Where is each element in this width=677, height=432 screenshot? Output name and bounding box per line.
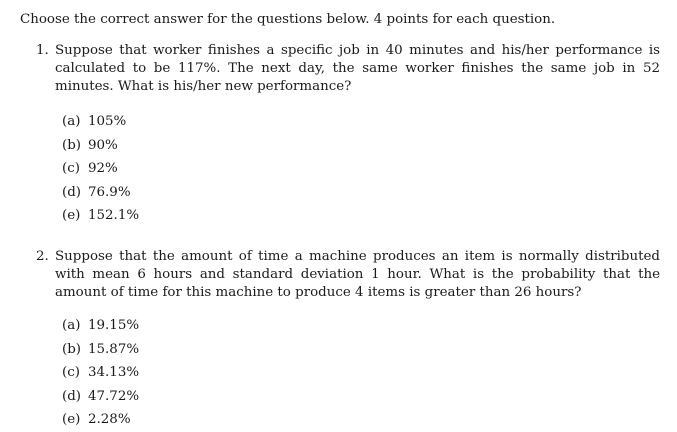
option-text: 15.87% (88, 341, 140, 357)
option-letter: (a) (62, 318, 81, 333)
question-1 (36, 42, 660, 228)
question-2-number: 2. (36, 249, 49, 264)
option-text: 105% (88, 114, 127, 129)
option-letter: (b) (62, 137, 82, 153)
instructions-text: Choose the correct answer for the questions below. 4 points for each question. (20, 12, 556, 27)
question-1-options (62, 110, 660, 228)
question-1-number: 1. (36, 43, 49, 58)
question-2-text: Suppose that the amount of time a machine produces an item is normally distributed with mean 6 hours and standard deviation 1 hour. What is the probability that the amount of time for this machine to produce 4 items is greater than 26 hours? (55, 249, 660, 300)
option-text: 152.1% (88, 208, 140, 223)
question-1-stem (36, 42, 660, 96)
option-text: 92% (88, 161, 118, 176)
question-1-option-a (62, 110, 660, 134)
option-letter: (d) (62, 388, 82, 404)
option-text: 34.13% (88, 365, 140, 380)
option-text: 47.72% (88, 388, 140, 404)
question-1-option-d (62, 181, 660, 205)
option-letter: (e) (62, 412, 81, 427)
question-1-option-e (62, 204, 660, 228)
question-2-option-c (62, 361, 660, 385)
option-text: 2.28% (88, 412, 131, 427)
option-letter: (c) (62, 161, 80, 176)
question-2-stem (36, 248, 660, 302)
option-letter: (c) (62, 365, 80, 380)
option-letter: (a) (62, 114, 81, 129)
question-2-option-d (62, 385, 660, 409)
option-letter: (e) (62, 208, 81, 223)
question-1-option-b (62, 134, 660, 158)
question-1-option-c (62, 157, 660, 181)
question-1-text: Suppose that worker finishes a specific job in 40 minutes and his/her performance is calculated to be 117%. The next day, the same worker finishes the same job in 52 minutes. What is his/her new performance? (55, 43, 660, 94)
option-letter: (b) (62, 341, 82, 357)
question-2-option-a (62, 314, 660, 338)
option-text: 76.9% (88, 184, 131, 200)
question-2-options (62, 314, 660, 432)
option-text: 90% (88, 137, 118, 153)
question-2 (36, 248, 660, 432)
option-letter: (d) (62, 184, 82, 200)
option-text: 19.15% (88, 318, 140, 333)
question-2-option-b (62, 338, 660, 362)
